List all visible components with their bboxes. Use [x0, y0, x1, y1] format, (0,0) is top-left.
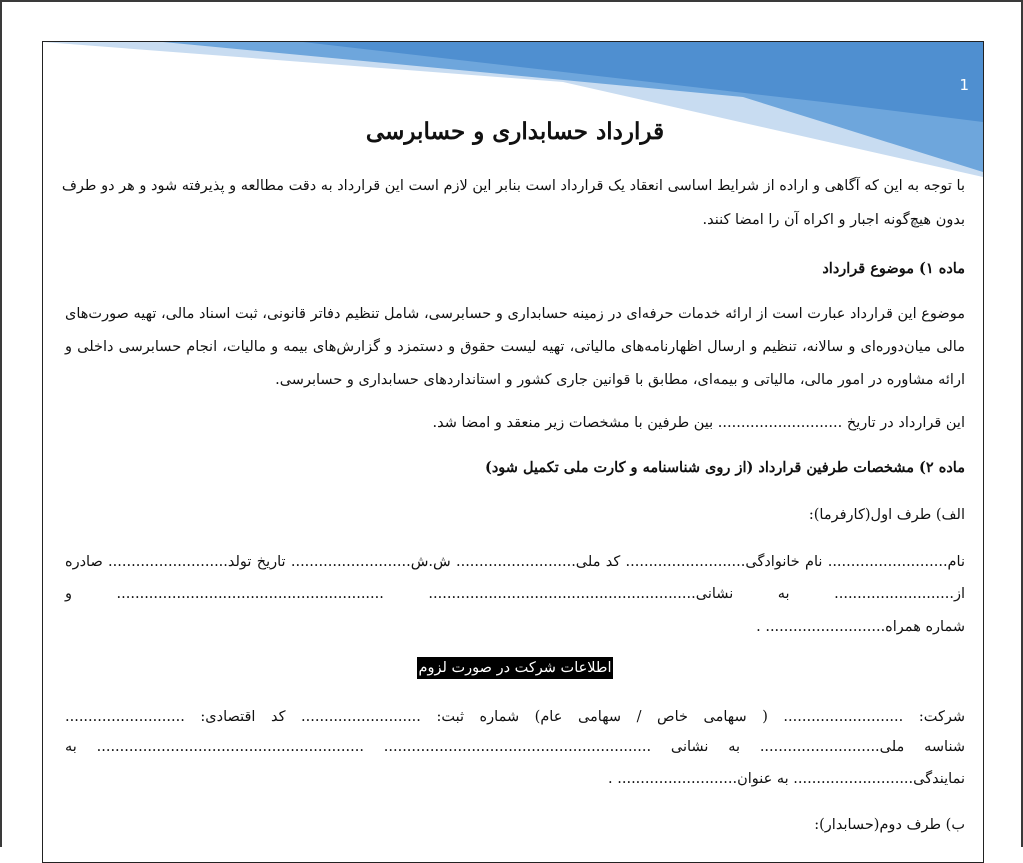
company-heading-row [65, 660, 965, 676]
article-1-line-3: ارائه مشاوره در امور مالی، مالیاتی و بیمه‌ای، مطابق با قوانین جاری کشور و استانداردهای حسابداری و حسابرسی. [275, 372, 965, 388]
company-line-1: شرکت: .......................... ( سهامی خاص / سهامی عام) شماره ثبت: .......................... کد اقتصادی: .......................... [65, 709, 965, 725]
article-1-line-1: موضوع این قرارداد عبارت است از ارائه خدمات حرفه‌ای در زمینه حسابداری و حسابرسی، شامل تنظیم دفاتر قانونی، ثبت اسناد مالی، تهیه صورت‌های [65, 306, 965, 322]
party-a-line-2: از.......................... به نشانی.......................................................... .......................................................... و [65, 586, 965, 602]
header-banner [43, 42, 983, 177]
document-page [42, 41, 984, 863]
party-b-label: ب) طرف دوم(حسابدار): [814, 817, 965, 833]
company-info-heading: اطلاعات شرکت در صورت لزوم [417, 657, 614, 679]
intro-line-2: بدون هیچ‌گونه اجبار و اکراه آن را امضا کنند. [702, 212, 965, 228]
company-line-2: شناسه ملی.......................... به نشانی .......................................................... .......................................................... به [65, 739, 965, 755]
document-title: قرارداد حسابداری و حسابرسی [365, 118, 665, 145]
contract-date-line: این قرارداد در تاریخ ........................... بین طرفین با مشخصات زیر منعقد و امضا شد. [432, 415, 965, 431]
party-a-line-3: شماره همراه.......................... . [756, 619, 965, 635]
party-a-line-1: نام.......................... نام خانوادگی.......................... کد ملی.......................... ش.ش.......................... تاریخ تولد.......................... صادره [65, 554, 965, 570]
page-number: 1 [959, 76, 969, 94]
article-2-heading: ماده ۲) مشخصات طرفین قرارداد (از روی شناسنامه و کارت ملی تکمیل شود) [484, 459, 965, 476]
company-line-3: نمایندگی.......................... به عنوان.......................... . [608, 771, 965, 787]
window-left-border [0, 0, 2, 847]
article-1-line-2: مالی میان‌دوره‌ای و سالانه، تنظیم و ارسال اظهارنامه‌های مالیاتی، تهیه لیست حقوق و دستمزد و گزارش‌های بیمه و مالیات، انجام حسابرسی داخلی و [65, 339, 965, 355]
intro-line-1: با توجه به این که آگاهی و اراده از شرایط اساسی انعقاد یک قرارداد است بنابر این لازم است این قرارداد به دقت مطالعه و پذیرفته شود و هر دو طرف [61, 178, 965, 194]
article-1-heading: ماده ۱) موضوع قرارداد [822, 260, 965, 277]
window-top-border [0, 0, 1023, 2]
party-a-label: الف) طرف اول(کارفرما): [808, 507, 965, 523]
